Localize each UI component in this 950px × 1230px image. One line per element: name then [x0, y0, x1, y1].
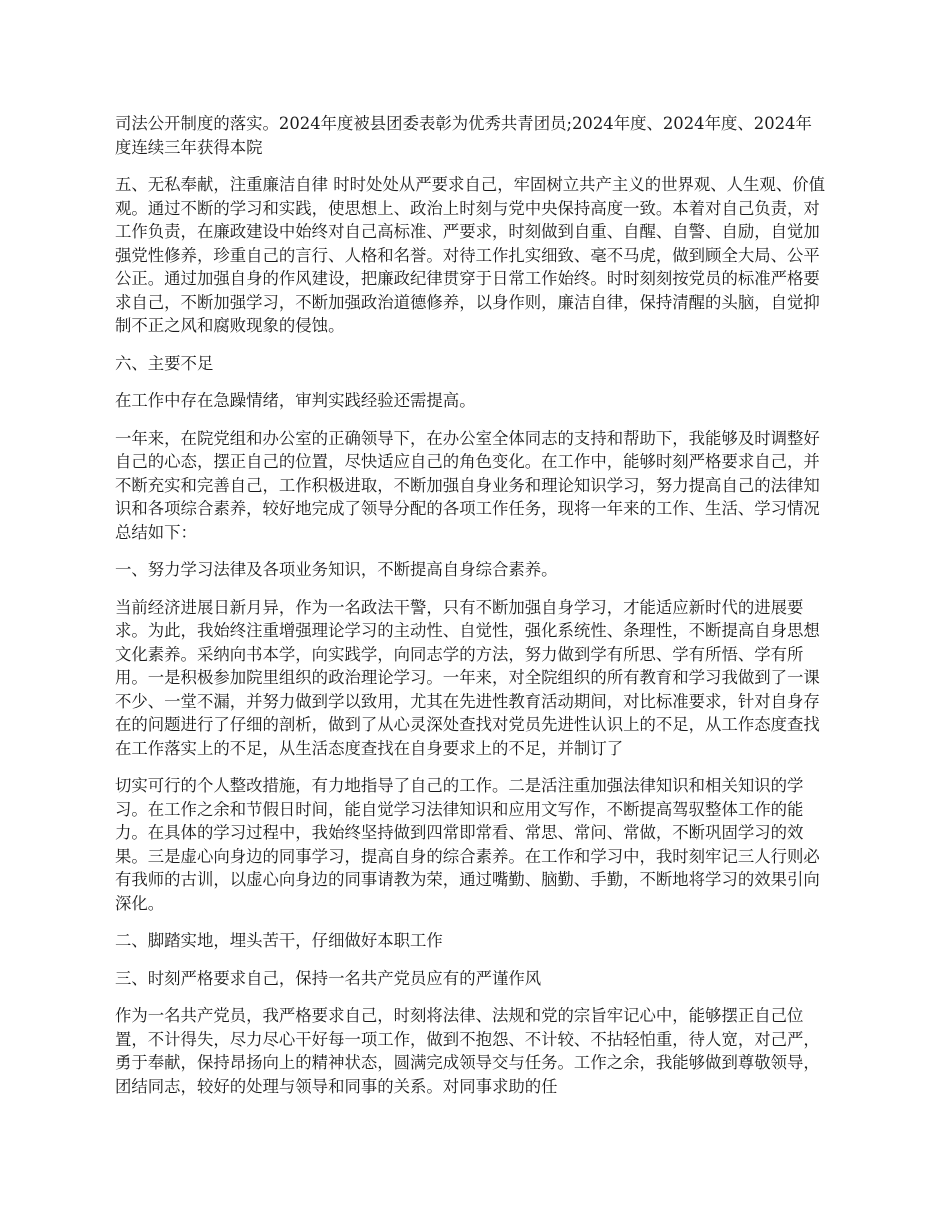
paragraph-2: 五、无私奉献，注重廉洁自律 时时处处从严要求自己，牢固树立共产主义的世界观、人生观、价值观。通过不断的学习和实践，使思想上、政治上时刻与党中央保持高度一致。本着对自己负责，对工作负责，在廉政建设中始终对自己高标准、严要求，时刻做到自重、自醒、自警、自励，自觉加强党性修养，珍重自己的言行、人格和名誉。对待工作扎实细致、毫不马虎，做到顾全大局、公平公正。通过加强自身的作风建设，把廉政纪律贯穿于日常工作始终。时时刻刻按党员的标准严格要求自己，不断加强学习，不断加强政治道德修养，以身作则，廉洁自律，保持清醒的头脑，自觉抑制不正之风和腐败现象的侵蚀。	[115, 175, 826, 335]
paragraph-1: 司法公开制度的落实。2024年度被县团委表彰为优秀共青团员;2024年度、2024年度、2024年度连续三年获得本院	[115, 114, 812, 157]
paragraph-7: 当前经济进展日新月异，作为一名政法干警，只有不断加强自身学习，才能适应新时代的进展要求。为此，我始终注重增强理论学习的主动性、自觉性，强化系统性、条理性，不断提高自身思想文化素养。采纳向书本学，向实践学，向同志学的方法，努力做到学有所思、学有所悟、学有所用。一是积极参加院里组织的政治理论学习。一年来，对全院组织的所有教育和学习我做到了一课不少、一堂不漏，并努力做到学以致用，尤其在先进性教育活动期间，对比标准要求，针对自身存在的问题进行了仔细的剖析，做到了从心灵深处查找对党员先进性认识上的不足，从工作态度查找在工作落实上的不足，从生活态度查找在自身要求上的不足，并制订了	[115, 597, 820, 758]
paragraph-8: 切实可行的个人整改措施，有力地指导了自己的工作。二是活注重加强法律知识和相关知识的学习。在工作之余和节假日时间，能自觉学习法律知识和应用文写作，不断提高驾驭整体工作的能力。在具体的学习过程中，我始终坚持做到四常即常看、常思、常问、常做，不断巩固学习的效果。三是虚心向身边的同事学习，提高自身的综合素养。在工作和学习中，我时刻牢记三人行则必有我师的古训，以虚心向身边的同事请教为荣，通过嘴勤、脑勤、手勤，不断地将学习的效果引向深化。	[115, 776, 820, 913]
paragraph-5: 一年来，在院党组和办公室的正确领导下，在办公室全体同志的支持和帮助下，我能够及时调整好自己的心态，摆正自己的位置，尽快适应自己的角色变化。在工作中，能够时刻严格要求自己，并不断充实和完善自己，工作积极进取，不断加强自身业务和理论知识学习，努力提高自己的法律知识和各项综合素养，较好地完成了领导分配的各项工作任务，现将一年来的工作、生活、学习情况总结如下：	[115, 428, 820, 542]
paragraph-10: 三、时刻严格要求自己，保持一名共产党员应有的严谨作风	[115, 968, 542, 988]
paragraph-6: 一、努力学习法律及各项业务知识，不断提高自身综合素养。	[115, 560, 558, 579]
paragraph-3: 六、主要不足	[115, 353, 214, 373]
paragraph-11: 作为一名共产党员，我严格要求自己，时刻将法律、法规和党的宗旨牢记心中，能够摆正自己位置，不计得失，尽力尽心干好每一项工作，做到不抱怨、不计较、不拈轻怕重，待人宽，对己严，勇于奉献，保持昂扬向上的精神状态，圆满完成领导交与任务。工作之余，我能够做到尊敬领导，团结同志，较好的处理与领导和同事的关系。对同事求助的任	[115, 1006, 820, 1096]
paragraph-4: 在工作中存在急躁情绪，审判实践经验还需提高。	[115, 391, 476, 410]
paragraph-9: 二、脚踏实地，埋头苦干，仔细做好本职工作	[115, 931, 443, 950]
